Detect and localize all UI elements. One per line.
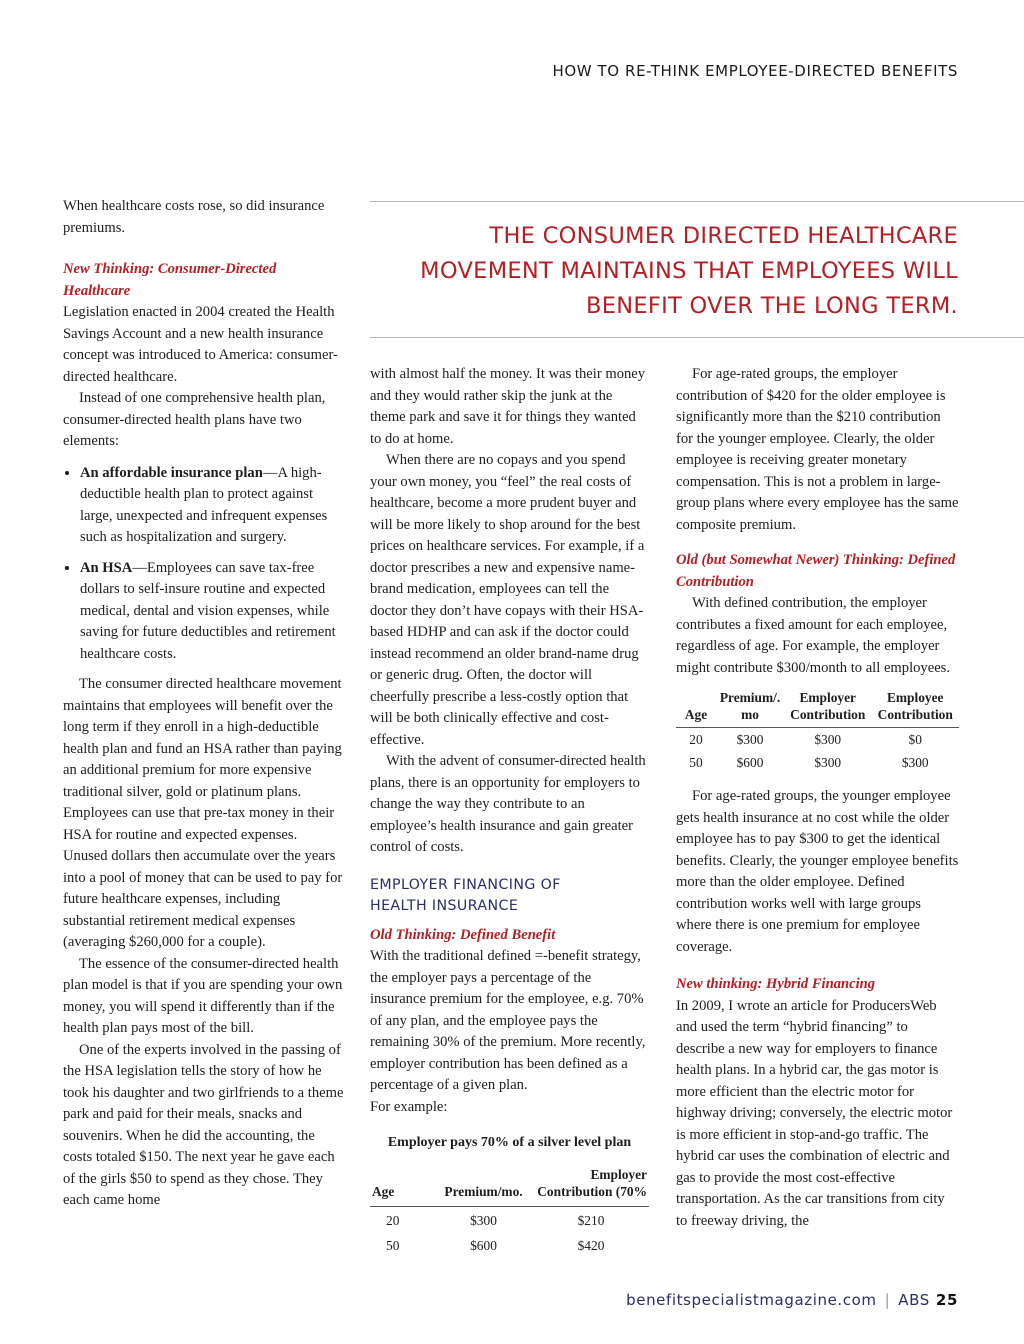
table-header-cell: Premium/. mo	[716, 689, 784, 728]
page-footer	[626, 1291, 958, 1309]
paragraph: The essence of the consumer-directed health plan model is that if you are spending your own money, you will spend it differently than if the health plan pays most of the bill.	[63, 955, 343, 1036]
table-row	[370, 1206, 649, 1232]
table-cell: $0	[908, 732, 922, 747]
column-3	[676, 364, 959, 1232]
table-cell: $300	[470, 1212, 497, 1228]
table-header-cell: Premium/mo.	[434, 1166, 533, 1207]
table-header-cell: Employer Contribution	[784, 689, 871, 728]
column-1	[63, 196, 345, 1212]
footer-site: benefitspecialistmagazine.com	[626, 1291, 877, 1309]
table-cell: 20	[386, 1212, 400, 1228]
paragraph: with almost half the money. It was their money and they would rather skip the junk at the theme park and save it for things they wanted to do at home.	[370, 366, 646, 447]
table-cell: $300	[736, 732, 764, 747]
table-header-row	[370, 1166, 649, 1207]
subhead-defined-benefit: Old Thinking: Defined Benefit	[370, 926, 556, 943]
paragraph: With defined contribution, the employer contributes a fixed amount for each employee, regardless of age. For example, the employer might contribute $300/month to all employees.	[676, 595, 950, 676]
defined-contribution-table	[676, 689, 959, 774]
table-cell: 20	[689, 732, 703, 747]
subhead-defined-contribution: Old (but Somewhat Newer) Thinking: Defined Contribution	[676, 552, 956, 590]
bullet-text: —A high-deductible health plan to protect against large, unexpected and infrequent expenses such as hospitalization and surgery.	[80, 464, 328, 545]
table-cell: $420	[577, 1237, 605, 1253]
table-row	[676, 751, 959, 774]
page-number: 25	[935, 1291, 958, 1309]
subhead-consumer-directed: New Thinking: Consumer-Directed Healthcare	[63, 261, 277, 299]
paragraph: For age-rated groups, the younger employee gets health insurance at no cost while the older employee has to pay $300 to get the identical benefits. Clearly, the younger employee benefits more than the older employee. Defined contribution works well with large groups where there is one premium for employee coverage.	[676, 788, 959, 955]
bullet-list	[63, 463, 345, 666]
paragraph: Instead of one comprehensive health plan, consumer-directed health plans have two elements:	[63, 390, 326, 449]
list-item	[80, 463, 345, 549]
defined-benefit-table	[370, 1166, 649, 1257]
table-header-cell: Employee Contribution	[871, 689, 959, 728]
paragraph: With the traditional defined =-benefit strategy, the employer pays a percentage of the insurance premium for the employee, e.g. 70% of any plan, and the employee pays the remaining 30% of the premium. More recently, employer contribution has been defined as a percentage of a given plan.	[370, 948, 646, 1093]
table-header-cell: Age	[676, 689, 716, 728]
table-cell: $300	[901, 755, 929, 770]
paragraph: The consumer directed healthcare movement maintains that employees will benefit over the long term if they enroll in a high-deductible health plan and fund an HSA rather than paying an additional premium for more expensive traditional silver, gold or platinum plans. Employees can use that pre-tax money in their HSA for routine and expected expenses. Unused dollars then accumulate over the years into a pool of money that can be used to pay for future healthcare expenses, including substantial retirement medical expenses (averaging $260,000 for a couple).	[63, 676, 343, 950]
paragraph: When healthcare costs rose, so did insurance premiums.	[63, 198, 325, 236]
pull-quote-line: BENEFIT OVER THE LONG TERM.	[585, 293, 958, 319]
paragraph: One of the experts involved in the passing of the HSA legislation tells the story of how he took his daughter and two girlfriends to a theme park and paid for their meals, snacks and souvenirs. When he did the accounting, the costs totaled $150. The next year he gave each of the girls $50 to spend as they chose. They each came home	[63, 1041, 344, 1208]
table-cell: $300	[814, 732, 842, 747]
table-cell: 50	[689, 755, 703, 770]
pull-quote-line: MOVEMENT MAINTAINS THAT EMPLOYEES WILL	[420, 258, 958, 284]
paragraph: For age-rated groups, the employer contribution of $420 for the older employee is significantly more than the $210 contribution for the younger employee. Clearly, the older employee is receiving greater monetary compensation. This is not a problem in large-group plans where every employee has the same composite premium.	[676, 366, 959, 533]
table-cell: $210	[577, 1212, 605, 1228]
table-cell: $600	[736, 755, 764, 770]
paragraph: With the advent of consumer-directed health plans, there is an opportunity for employers to change the way they contribute to an employee’s health insurance and gain greater control of costs.	[370, 753, 646, 855]
paragraph: When there are no copays and you spend your own money, you “feel” the real costs of healthcare, become a more prudent buyer and will be more likely to shop around for the best prices on healthcare services. For example, if a doctor prescribes a new and expensive name-brand medication, employees can tell the doctor they don’t have copays with their HSA-based HDHP and can ask if the doctor could instead recommend an older brand-name drug or generic drug. Often, the doctor will cheerfully prescribe a less-costly option that will be both clinically effective and cost-effective.	[370, 452, 645, 748]
table-cell: $300	[814, 755, 842, 770]
pull-quote-line: THE CONSUMER DIRECTED HEALTHCARE	[489, 223, 958, 249]
column-2	[370, 364, 649, 1257]
section-heading-line: EMPLOYER FINANCING OF	[370, 876, 561, 893]
footer-separator: |	[884, 1291, 891, 1309]
table-cell: $600	[470, 1237, 497, 1253]
table-caption: Employer pays 70% of a silver level plan	[387, 1135, 632, 1150]
bullet-text: —Employees can save tax-free dollars to self-insure routine and expected medical, dental and vision expenses, while saving for future deductibles and retirement healthcare costs.	[80, 559, 336, 662]
bullet-lead: An HSA	[80, 559, 133, 576]
section-heading-line: HEALTH INSURANCE	[370, 897, 519, 914]
bullet-lead: An affordable insurance plan	[80, 464, 263, 481]
running-header: HOW TO RE-THINK EMPLOYEE-DIRECTED BENEFITS	[552, 62, 958, 80]
pull-quote	[370, 201, 1024, 338]
table-row	[370, 1232, 649, 1257]
table-cell: 50	[386, 1237, 400, 1253]
footer-brand: ABS	[898, 1291, 930, 1309]
table-header-cell: Age	[370, 1166, 434, 1207]
table-row	[676, 728, 959, 752]
paragraph: In 2009, I wrote an article for ProducersWeb and used the term “hybrid financing” to describe a new way for employers to finance health plans. In a hybrid car, the gas motor is more efficient than the electric motor for highway driving; conversely, the electric motor is more efficient in stop-and-go traffic. The hybrid car uses the combination of electric and gas to provide the most cost-effective transportation. As the car transitions from city to freeway driving, the	[676, 997, 953, 1229]
list-item	[80, 558, 345, 666]
pull-quote-text	[368, 219, 958, 324]
paragraph: For example:	[370, 1098, 448, 1115]
paragraph: Legislation enacted in 2004 created the Health Savings Account and a new health insurance concept was introduced to America: consumer-directed healthcare.	[63, 304, 338, 385]
table-header-cell: Employer Contribution (70%	[533, 1166, 649, 1207]
table-header-row	[676, 689, 959, 728]
section-heading	[370, 875, 649, 917]
subhead-hybrid-financing: New thinking: Hybrid Financing	[676, 976, 876, 992]
